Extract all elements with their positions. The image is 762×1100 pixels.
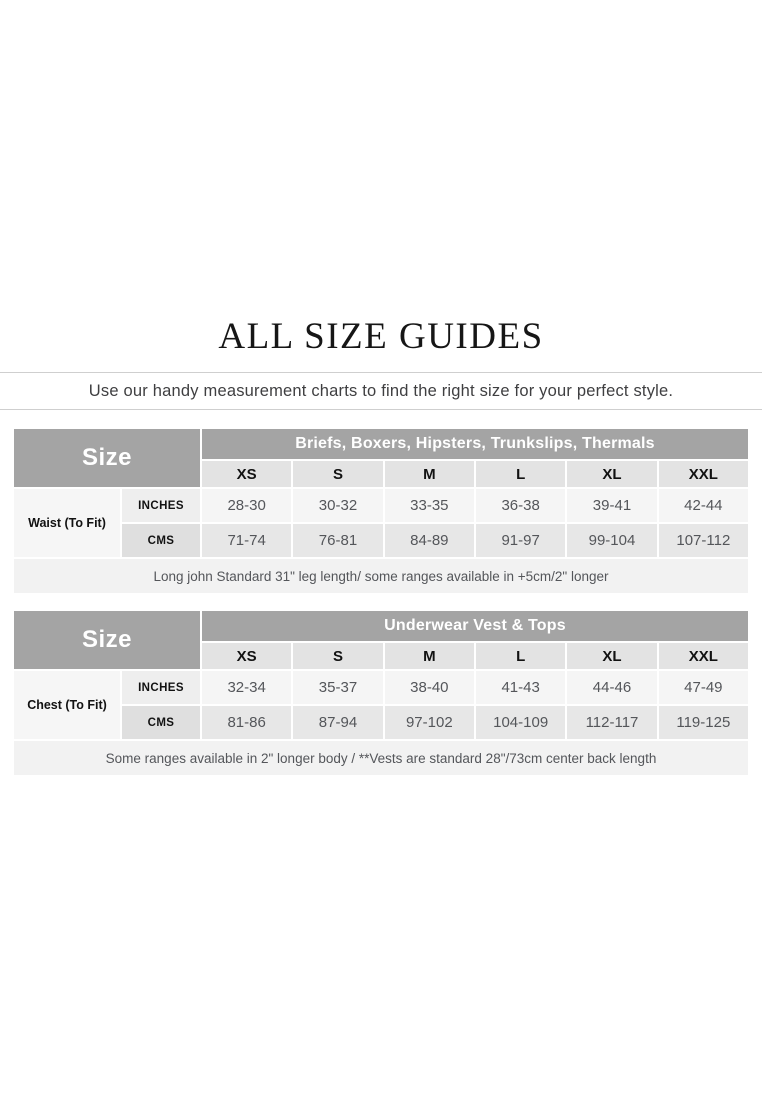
size-corner-header: Size — [14, 611, 200, 669]
category-header-vests: Underwear Vest & Tops — [202, 611, 748, 641]
value-cell: 84-89 — [385, 524, 474, 557]
subtitle-band — [0, 372, 762, 410]
tables-container — [0, 429, 762, 775]
value-cell: 35-37 — [293, 671, 382, 704]
value-cell: 71-74 — [202, 524, 291, 557]
value-cell: 91-97 — [476, 524, 565, 557]
value-cell: 30-32 — [293, 489, 382, 522]
size-col-header-xs: XS — [202, 461, 291, 487]
size-col-header-xs: XS — [202, 643, 291, 669]
page-subtitle: Use our handy measurement charts to find the right size for your perfect style. — [88, 381, 674, 400]
value-cell: 97-102 — [385, 706, 474, 739]
size-col-header-s: S — [293, 643, 382, 669]
value-cell: 38-40 — [385, 671, 474, 704]
table-note-briefs: Long john Standard 31" leg length/ some ranges available in +5cm/2" longer — [14, 559, 748, 593]
measure-row-label-chest: Chest (To Fit) — [14, 671, 120, 739]
size-table-briefs — [14, 429, 748, 593]
unit-label-inches: INCHES — [122, 489, 200, 522]
value-cell: 87-94 — [293, 706, 382, 739]
size-table-vests — [14, 611, 748, 775]
size-col-header-xxl: XXL — [659, 461, 748, 487]
category-header-briefs: Briefs, Boxers, Hipsters, Trunkslips, Thermals — [202, 429, 748, 459]
size-col-header-m: M — [385, 461, 474, 487]
value-cell: 39-41 — [567, 489, 656, 522]
size-col-header-l: L — [476, 461, 565, 487]
value-cell: 76-81 — [293, 524, 382, 557]
measure-row-label-waist: Waist (To Fit) — [14, 489, 120, 557]
size-col-header-xl: XL — [567, 643, 656, 669]
value-cell: 36-38 — [476, 489, 565, 522]
unit-label-inches: INCHES — [122, 671, 200, 704]
value-cell: 107-112 — [659, 524, 748, 557]
table-note-vests: Some ranges available in 2" longer body / **Vests are standard 28"/73cm center back length — [14, 741, 748, 775]
value-cell: 112-117 — [567, 706, 656, 739]
size-col-header-xxl: XXL — [659, 643, 748, 669]
value-cell: 41-43 — [476, 671, 565, 704]
value-cell: 119-125 — [659, 706, 748, 739]
size-corner-header: Size — [14, 429, 200, 487]
unit-label-cms: CMS — [122, 524, 200, 557]
unit-label-cms: CMS — [122, 706, 200, 739]
page-title: ALL SIZE GUIDES — [218, 316, 544, 357]
value-cell: 42-44 — [659, 489, 748, 522]
size-col-header-m: M — [385, 643, 474, 669]
value-cell: 104-109 — [476, 706, 565, 739]
value-cell: 81-86 — [202, 706, 291, 739]
value-cell: 99-104 — [567, 524, 656, 557]
size-col-header-xl: XL — [567, 461, 656, 487]
value-cell: 47-49 — [659, 671, 748, 704]
value-cell: 44-46 — [567, 671, 656, 704]
size-col-header-s: S — [293, 461, 382, 487]
size-col-header-l: L — [476, 643, 565, 669]
value-cell: 28-30 — [202, 489, 291, 522]
value-cell: 33-35 — [385, 489, 474, 522]
value-cell: 32-34 — [202, 671, 291, 704]
